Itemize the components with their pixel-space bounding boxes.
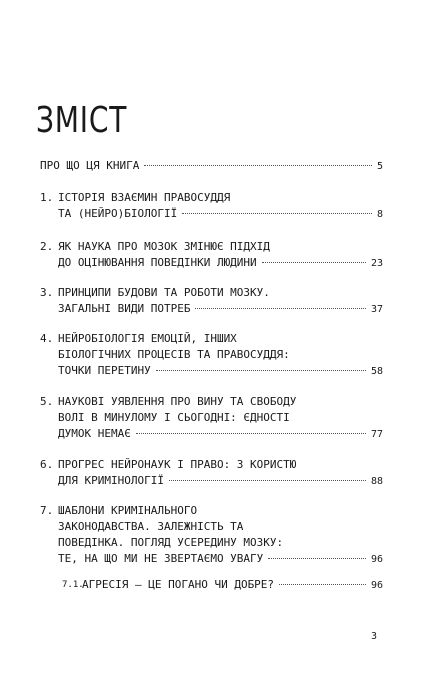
toc-entry-content [58,457,383,489]
toc-entry-text: ДО ОЦІНЮВАННЯ ПОВЕДІНКИ ЛЮДИНИ [58,256,257,269]
toc-entry-content [58,503,383,567]
toc-entry-line [58,457,383,473]
toc-entry-text: ПРО ЩО ЦЯ КНИГА [40,159,140,172]
toc-entry-line [58,410,383,426]
toc-entry-line [40,158,383,174]
toc-entry-number: 4. [40,332,54,345]
dot-leader [156,370,366,371]
toc-entry-number: 1. [40,191,54,204]
dot-leader [262,262,366,263]
toc-entry-content [58,331,383,379]
dot-leader [279,584,366,585]
toc-entry-text: ТА (НЕЙРО)БІОЛОГІЇ [58,207,178,220]
toc-entry-text: ІСТОРІЯ ВЗАЄМИН ПРАВОСУДДЯ [58,191,231,204]
toc-entry-line [58,363,383,379]
toc-entry-line [58,331,383,347]
page-number: 3 [371,631,378,642]
dot-leader [268,558,366,559]
toc-entry-page: 5 [376,161,383,172]
toc-entry-line [58,239,383,255]
toc-entry-text: ТЕ, НА ЩО МИ НЕ ЗВЕРТАЄМО УВАГУ [58,552,264,565]
toc-entry-line [58,551,383,567]
toc-entry-line [82,577,383,593]
toc-entry-text: НЕЙРОБІОЛОГІЯ ЕМОЦІЙ, ІНШИХ [58,332,237,345]
toc-entry-text: ДЛЯ КРИМІНОЛОГІЇ [58,474,164,487]
toc-entry-number: 5. [40,395,54,408]
toc-entry-line [58,255,383,271]
toc-entry-line [58,301,383,317]
toc-entry-line [58,503,383,519]
toc-entry-text: ТОЧКИ ПЕРЕТИНУ [58,364,151,377]
toc-entry-content [82,577,383,593]
toc-entry-content [58,394,383,442]
toc-entry-page: 88 [370,476,383,487]
toc-entry-text: ПОВЕДІНКА. ПОГЛЯД УСЕРЕДИНУ МОЗКУ: [58,536,284,549]
dot-leader [169,480,366,481]
toc-entry-text: ЯК НАУКА ПРО МОЗОК ЗМІНЮЄ ПІДХІД [58,240,270,253]
toc-entry-number: 6. [40,458,54,471]
page-title: ЗМІСТ [36,100,128,141]
toc-entry-number: 7. [40,504,54,517]
toc-entry-text: АГРЕСІЯ — ЦЕ ПОГАНО ЧИ ДОБРЕ? [82,578,275,591]
dot-leader [182,213,372,214]
toc-entry-content [40,158,383,174]
toc-entry-line [58,519,383,535]
toc-entry-page: 23 [370,258,383,269]
toc-entry-page: 96 [370,580,383,591]
toc-entry-content [58,239,383,271]
toc-entry-number: 7.1. [62,580,84,590]
toc-entry-text: ШАБЛОНИ КРИМІНАЛЬНОГО [58,504,198,517]
toc-entry-line [58,206,383,222]
toc-entry-text: ВОЛІ В МИНУЛОМУ І СЬОГОДНІ: ЄДНОСТІ [58,411,290,424]
toc-entry-content [58,285,383,317]
toc-entry-text: ПРОГРЕС НЕЙРОНАУК І ПРАВО: З КОРИСТЮ [58,458,297,471]
toc-entry-page: 77 [370,429,383,440]
toc-entry-text: ПРИНЦИПИ БУДОВИ ТА РОБОТИ МОЗКУ. [58,286,270,299]
toc-entry-line [58,347,383,363]
toc-entry-line [58,285,383,301]
toc-entry-text: ЗАКОНОДАВСТВА. ЗАЛЕЖНІСТЬ ТА [58,520,244,533]
dot-leader [136,433,366,434]
toc-entry-page: 8 [376,209,383,220]
toc-entry-text: ЗАГАЛЬНІ ВИДИ ПОТРЕБ [58,302,191,315]
toc-entry-content [58,190,383,222]
toc-entry-number: 3. [40,286,54,299]
dot-leader [144,165,372,166]
toc-entry-text: ДУМОК НЕМАЄ [58,427,131,440]
toc-entry-line [58,426,383,442]
toc-entry-line [58,190,383,206]
toc-entry-line [58,535,383,551]
toc-entry-number: 2. [40,240,54,253]
toc-entry-text: НАУКОВІ УЯВЛЕННЯ ПРО ВИНУ ТА СВОБОДУ [58,395,297,408]
toc-entry-page: 37 [370,304,383,315]
toc-entry-line [58,473,383,489]
toc-entry-text: БІОЛОГІЧНИХ ПРОЦЕСІВ ТА ПРАВОСУДДЯ: [58,348,290,361]
toc-entry-line [58,394,383,410]
toc-entry-page: 96 [370,554,383,565]
toc-entry-page: 58 [370,366,383,377]
dot-leader [195,308,366,309]
